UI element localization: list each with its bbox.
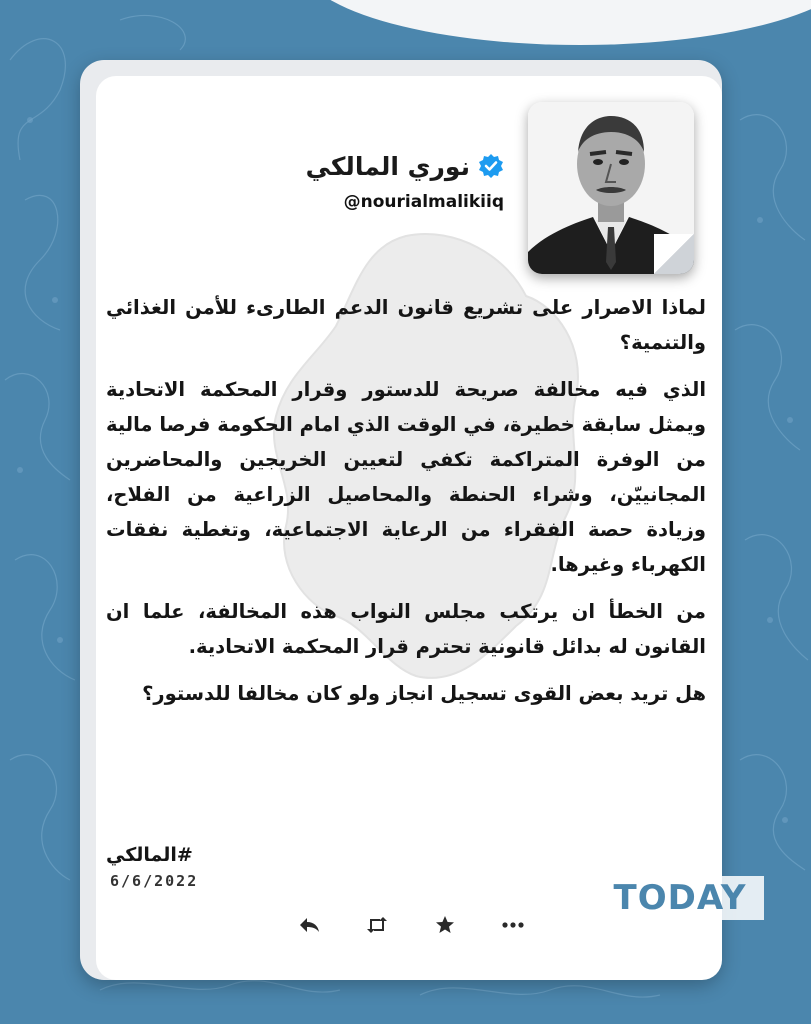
reply-icon[interactable] [296,912,322,938]
tweet-actions [296,910,526,940]
tweet-paragraph: هل تريد بعض القوى تسجيل انجاز ولو كان مخالفا للدستور؟ [142,682,706,705]
tweet-card [96,76,722,980]
logo-subtext: N E W S تودي نيوز [600,922,723,936]
profile-avatar[interactable] [528,102,694,274]
tweet-hashtag[interactable]: #المالكي [106,844,193,866]
profile-handle[interactable]: @nourialmalikiiq [343,192,504,212]
tweet-paragraph: من الخطأ ان يرتكب مجلس النواب هذه المخالفة، علما ان القانون له بدائل قانونية تحترم قرار المحكمة الاتحادية. [106,600,706,658]
profile-name-row [306,148,504,184]
tweet-date: 6/6/2022 [110,872,199,890]
tweet-body [106,290,706,723]
more-icon[interactable] [500,912,526,938]
page-curl-decoration [654,234,694,274]
tweet-paragraph: لماذا الاصرار على تشريع قانون الدعم الطارىء للأمن الغذائي والتنمية؟ [106,296,706,354]
profile-name[interactable]: نوري المالكي [305,151,470,181]
verified-badge-icon [478,153,504,179]
retweet-icon[interactable] [364,912,390,938]
tweet-paragraph: الذي فيه مخالفة صريحة للدستور وقرار المحكمة الاتحادية ويمثل سابقة خطيرة، في الوقت الذي امام الحكومة فرصا مالية من الوفرة المتراكمة تكفي لتعيين الخريجين والمحاضرين المجانييّن، وشراء الحنطة والمحاصيل الزراعية من الفلاح، وزيادة حصة الفقراء من الرعاية الاجتماعية، وتغطية نفقات الكهرباء وغيرها. [106,378,706,576]
logo-text: TODAY [613,878,747,918]
star-icon[interactable] [432,912,458,938]
today-news-logo [590,872,790,942]
